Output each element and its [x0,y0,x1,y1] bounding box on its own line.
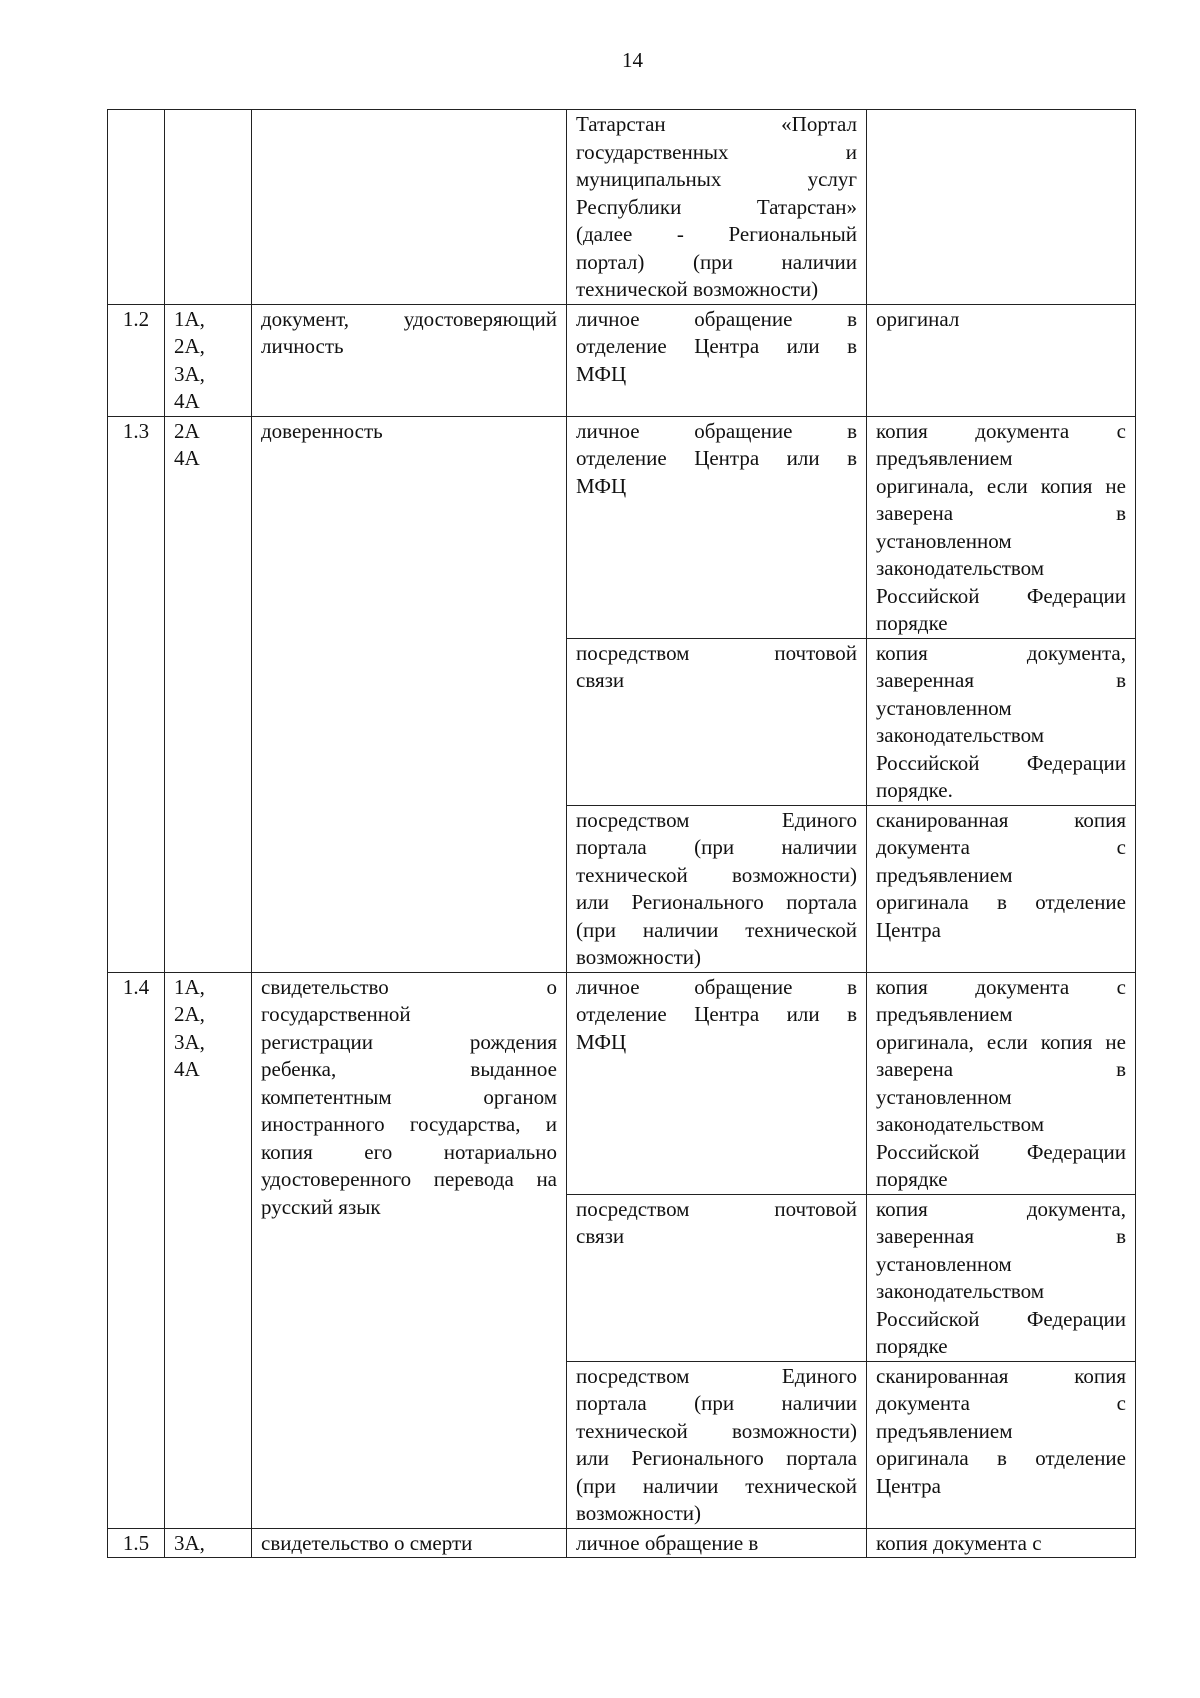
submission-method-line: (при наличии технической [576,917,857,942]
submission-method-line: МФЦ [576,361,627,386]
submission-method-line: отделение Центра или в [576,446,857,470]
applicant-group-code: 3А, [174,361,205,386]
submission-method-line: посредством Единого [576,807,857,832]
applicant-groups [165,1528,252,1558]
applicant-group-code: 2А, [174,334,205,358]
table-row [108,1528,1136,1558]
submission-method [567,638,867,805]
submission-method-line: (при наличии технической [576,1473,857,1498]
submission-method-line: личное обращение в [576,418,857,443]
table-row [108,416,1136,638]
document-form [867,1528,1136,1558]
document-form-line: Центра [876,917,941,942]
submission-method [567,110,867,305]
row-number: 1.2 [108,304,165,416]
document-form-line: предъявлением [876,1002,1013,1026]
document-form-line: Российской Федерации [876,1139,1126,1164]
applicant-group-code: 2А [174,418,200,443]
document-form-line: копия документа с [876,974,1126,999]
submission-method-line: муниципальных услуг [576,167,857,191]
document-form-line: предъявлением [876,862,1013,887]
submission-method-line: личное обращение в [576,306,857,331]
submission-method-line: посредством почтовой [576,1196,857,1221]
submission-method-line: МФЦ [576,1029,627,1054]
document-form-line: документа с [876,1391,1126,1415]
row-number: 1.5 [108,1528,165,1558]
document-form-line: копия документа, [876,1196,1126,1221]
applicant-group-code: 1А, [174,306,205,331]
document-name-line: компетентным органом [261,1084,557,1109]
document-form-line: документа с [876,835,1126,859]
submission-method-line: портала (при наличии [576,1391,857,1415]
document-name-line: государственной [261,1002,411,1026]
document-name-line: копия его нотариально [261,1139,557,1164]
document-form-line: заверена в [876,501,1126,525]
document-name-line: ребенка, выданное [261,1057,557,1081]
submission-method-line: портала (при наличии [576,835,857,859]
document-name-line: удостоверенного перевода на [261,1167,557,1191]
document-name [252,110,567,305]
submission-method [567,1361,867,1528]
document-form-line: оригинала в отделение [876,1446,1126,1470]
submission-method-line: связи [576,668,625,692]
document-form-line: сканированная копия [876,1363,1126,1388]
applicant-group-code: 2А, [174,1002,205,1026]
row-number: 1.3 [108,416,165,972]
table-row [108,110,1136,305]
table-row [108,972,1136,1194]
document-form-line: Российской Федерации [876,1306,1126,1331]
document-name [252,304,567,416]
document-name-line: личность [261,334,344,358]
document-form-line: оригинала, если копия не [876,473,1126,498]
submission-method-line: Республики Татарстан» [576,194,857,219]
applicant-group-code: 4А [174,446,200,470]
document-name-line: русский язык [261,1194,381,1219]
document-form-line: предъявлением [876,1418,1013,1443]
submission-method-line: возможности) [576,945,702,969]
applicant-group-code: 4А [174,1057,200,1081]
submission-method-line: личное обращение в [576,974,857,999]
document-form-line: заверена в [876,1057,1126,1081]
submission-method-line: посредством Единого [576,1363,857,1388]
document-name-line: свидетельство о смерти [261,1530,473,1555]
document-form-line: предъявлением [876,446,1013,470]
document-form [867,638,1136,805]
applicant-groups [165,972,252,1528]
document-form-line: оригинала, если копия не [876,1029,1126,1054]
submission-method-line: МФЦ [576,473,627,498]
submission-method-line: портал) (при наличии [576,249,857,274]
document-form-line: заверенная в [876,1224,1126,1248]
submission-method-line: отделение Центра или в [576,1002,857,1026]
document-form-line: порядке [876,1167,948,1191]
document-form-line: законодательством [876,723,1045,747]
submission-method [567,805,867,972]
submission-method-line: личное обращение в [576,1530,759,1555]
document-name [252,1528,567,1558]
submission-method-line: возможности) [576,1501,702,1525]
submission-method-line: технической возможности) [576,862,857,887]
document-form-line: законодательством [876,556,1045,580]
applicant-group-code: 3А, [174,1530,205,1555]
submission-method [567,304,867,416]
document-form-line: копия документа с [876,418,1126,443]
document-form [867,1361,1136,1528]
document-form-line: заверенная в [876,668,1126,692]
applicant-groups [165,304,252,416]
document-name-line: регистрации рождения [261,1029,557,1054]
submission-method [567,1528,867,1558]
submission-method-line: связи [576,1224,625,1248]
applicant-group-code: 3А, [174,1029,205,1054]
document-form-line: Российской Федерации [876,750,1126,775]
document-form-line: порядке [876,611,948,635]
document-form-line: порядке. [876,778,953,802]
document-form [867,110,1136,305]
submission-method-line: технической возможности) [576,277,819,301]
table-row [108,304,1136,416]
document-form-line: Центра [876,1473,941,1498]
submission-method [567,416,867,638]
submission-method-line: или Регионального портала [576,890,857,914]
submission-method-line: или Регионального портала [576,1446,857,1470]
applicant-groups [165,110,252,305]
document-form-line: оригинал [876,306,960,331]
row-number: 1.4 [108,972,165,1528]
applicant-groups [165,416,252,972]
document-form [867,416,1136,638]
applicant-group-code: 1А, [174,974,205,999]
document-form-line: законодательством [876,1112,1045,1136]
document-form-line: копия документа с [876,1530,1042,1555]
document-form-line: Российской Федерации [876,583,1126,608]
document-form-line: установленном [876,528,1012,553]
document-name-line: иностранного государства, и [261,1112,557,1136]
document-name [252,972,567,1528]
document-form [867,1194,1136,1361]
submission-method-line: технической возможности) [576,1418,857,1443]
documents-table [107,109,1136,1558]
document-form [867,972,1136,1194]
document-form-line: оригинала в отделение [876,890,1126,914]
document-form [867,304,1136,416]
row-number [108,110,165,305]
document-form-line: порядке [876,1334,948,1358]
submission-method [567,972,867,1194]
submission-method-line: Татарстан «Портал [576,112,857,136]
document-name [252,416,567,972]
page-number: 14 [622,48,643,72]
submission-method-line: государственных и [576,139,857,164]
submission-method-line: (далее - Региональный [576,222,857,246]
document-form-line: законодательством [876,1279,1045,1303]
document-form [867,805,1136,972]
submission-method-line: посредством почтовой [576,640,857,665]
submission-method [567,1194,867,1361]
document-form-line: установленном [876,1251,1012,1276]
document-name-line: документ, удостоверяющий [261,306,557,331]
applicant-group-code: 4А [174,389,200,413]
submission-method-line: отделение Центра или в [576,334,857,358]
document-form-line: сканированная копия [876,807,1126,832]
document-name-line: свидетельство о [261,974,557,999]
document-name-line: доверенность [261,418,383,443]
document-form-line: копия документа, [876,640,1126,665]
document-form-line: установленном [876,1084,1012,1109]
document-form-line: установленном [876,695,1012,720]
